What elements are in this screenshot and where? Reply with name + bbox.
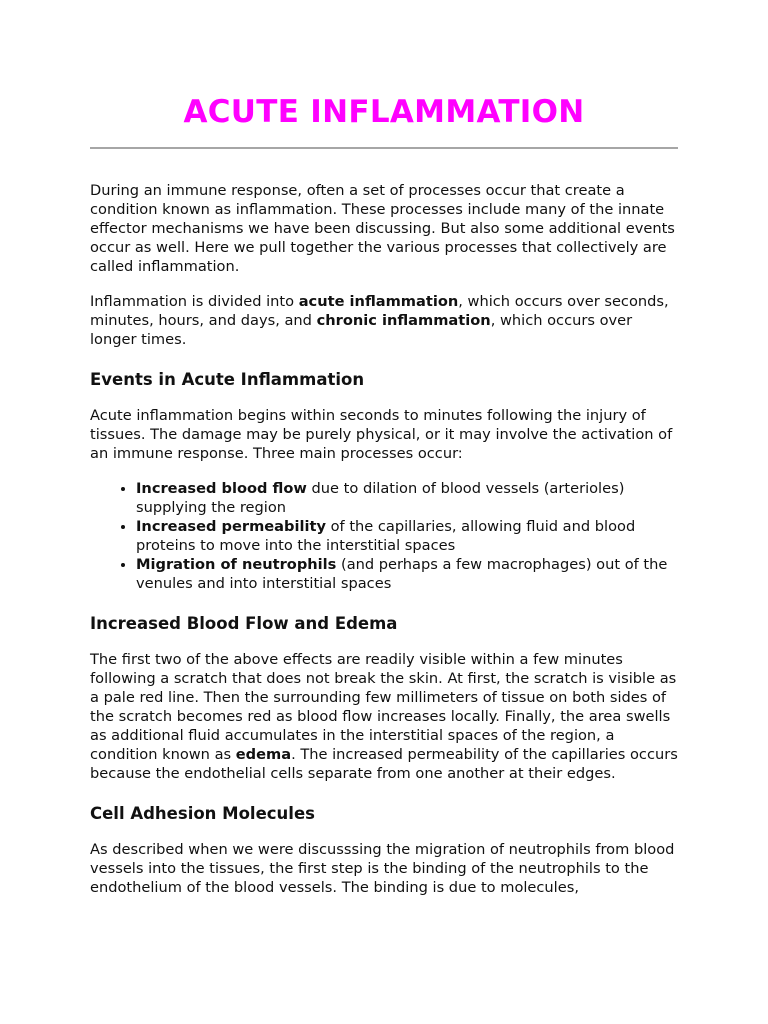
list-item-term: Increased permeability <box>136 518 326 535</box>
list-item <box>136 479 678 517</box>
chronic-inflammation-term: chronic inflammation <box>316 312 491 329</box>
division-paragraph <box>90 292 678 349</box>
events-paragraph: Acute inflammation begins within seconds to minutes following the injury of tissues. The damage may be purely physical, or it may involve the activation of an immune response. Three main processes occur: <box>90 407 673 462</box>
list-item-text: (and perhaps a few macrophages) out of the venules and into interstitial spaces <box>136 556 668 592</box>
list-item <box>136 517 678 555</box>
division-text-1: Inflammation is divided into <box>90 293 299 310</box>
page-title: ACUTE INFLAMMATION <box>183 94 585 130</box>
acute-inflammation-term: acute inflammation <box>298 293 459 310</box>
blood-flow-text-2: . The increased permeability of the capillaries occurs because the endothelial cells separate from one another at their edges. <box>90 746 678 782</box>
list-item-term: Increased blood flow <box>136 480 307 497</box>
title-divider <box>90 147 678 149</box>
intro-paragraph: During an immune response, often a set of processes occur that create a condition known as inflammation. These processes include many of the innate effector mechanisms we have been discussing. But also some additional events occur as well. Here we pull together the various processes that collectively are called inflammation. <box>90 182 675 275</box>
division-text-2: , which occurs over seconds, minutes, hours, and days, and <box>90 293 669 329</box>
list-item-term: Migration of neutrophils <box>136 556 337 573</box>
edema-term: edema <box>235 746 292 763</box>
blood-flow-paragraph <box>90 650 678 783</box>
blood-flow-heading: Increased Blood Flow and Edema <box>90 614 398 633</box>
adhesion-heading: Cell Adhesion Molecules <box>90 804 315 823</box>
events-heading: Events in Acute Inflammation <box>90 370 365 389</box>
blood-flow-text-1: The first two of the above effects are readily visible within a few minutes following a scratch that does not break the skin. At first, the scratch is visible as a pale red line. Then the surrounding few millimeters of tissue on both sides of the scratch becomes red as blood flow increases locally. Finally, the area swells as additional fluid accumulates in the interstitial spaces of the region, a condition known as <box>90 651 677 763</box>
list-item-text: of the capillaries, allowing fluid and blood proteins to move into the interstitial spaces <box>136 518 636 554</box>
list-item-text: due to dilation of blood vessels (arterioles) supplying the region <box>136 480 625 516</box>
list-item <box>136 555 678 593</box>
processes-list <box>90 479 678 593</box>
division-text-3: , which occurs over longer times. <box>90 312 633 348</box>
adhesion-paragraph: As described when we were discusssing the migration of neutrophils from blood vessels into the tissues, the first step is the binding of the neutrophils to the endothelium of the blood vessels. The binding is due to molecules, <box>90 841 675 896</box>
